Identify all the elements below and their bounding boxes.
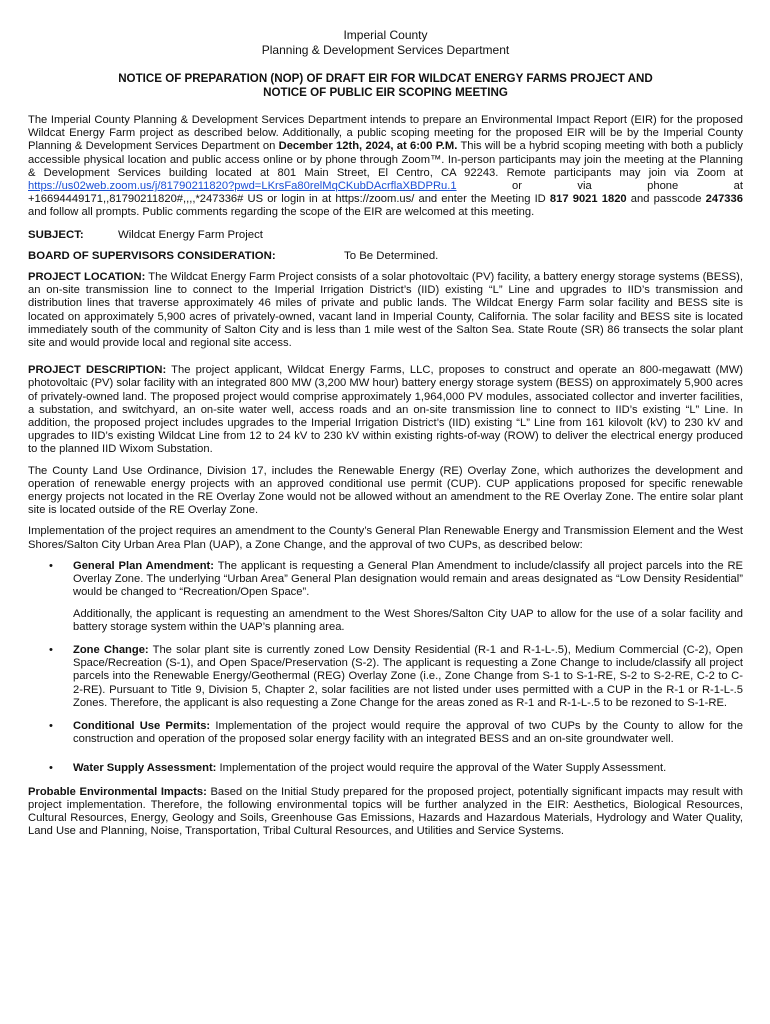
bullet-label: Conditional Use Permits:: [73, 719, 211, 732]
list-item: [28, 762, 743, 775]
bullet-icon: •: [49, 559, 53, 572]
bullet-text: Implementation of the project would require the approval of two CUPs by the County to allow for the construction and operation of the proposed solar energy facility with an integrated BESS and an on-site groundwater well.: [73, 719, 744, 746]
bullet-label: Water Supply Assessment:: [73, 762, 217, 775]
requirements-list: [28, 560, 743, 776]
list-item: [28, 644, 743, 710]
document-header: [28, 28, 743, 58]
meeting-date: December 12th, 2024, at 6:00 P.M.: [278, 140, 458, 153]
bullet-label: Zone Change:: [73, 643, 149, 656]
bullet-label: General Plan Amendment:: [73, 559, 215, 572]
subject-row: [28, 229, 743, 242]
impacts-paragraph: [28, 786, 743, 839]
intro-text-4: and passcode: [626, 193, 706, 206]
passcode: 247336: [705, 193, 743, 206]
intro-text-1: The Imperial County Planning & Development Services Department intends to prepare an Environmental Impact Report (EIR) for the proposed Wildcat Energy Farm project as described below. Additionally, a public scoping meeting for the proposed EIR will be by the Imperial County Planning & Development Services Department on: [28, 114, 743, 153]
subject-label: SUBJECT:: [28, 228, 84, 241]
intro-paragraph: [28, 114, 743, 220]
document-page: [28, 28, 743, 838]
notice-title-line-2: NOTICE OF PUBLIC EIR SCOPING MEETING: [263, 86, 508, 99]
intro-text-5: and follow all prompts. Public comments regarding the scope of the EIR are welcomed at this meeting.: [28, 206, 535, 219]
notice-title: [28, 72, 743, 100]
bullet-text: The applicant is requesting a General Plan Amendment to include/classify all project parcels into the RE Overlay Zone. The underlying “Urban Area” General Plan designation would remain and areas designated as “Low Density Residential” would be changed to “Recreation/Open Space”.: [73, 559, 743, 599]
project-description-text: The project applicant, Wildcat Energy Farms, LLC, proposes to construct and operate an 800-megawatt (MW) photovoltaic (PV) solar facility with an integrated 800 MW (3,200 MW hour) battery energy storage system (BESS) on approximately 5,900 acres of privately-owned land. The proposed project would comprise approximately 1,964,000 PV modules, associated collector and inverter facilities, a substation, and switchyard, an on-site water well, access roads and an on-site transmission line to connect to IID’s existing “L” Line. In addition, the proposed project includes upgrades to the Imperial Irrigation District’s (IID) existing “L” Line from 161 kilovolt (kV) to 230 kV and upgrades to IID’s existing Wildcat Line from 12 to 24 kV to 230 kV within existing rights-of-way (ROW) to deliver the electrical energy produced to the planned IID Wixom Substation.: [28, 364, 743, 456]
intro-text-3: or via phone at +16694449171,,81790211820#,,,,*247336# US or login in at https://zoom.us/ and enter the Meeting ID: [28, 180, 743, 206]
project-description-label: PROJECT DESCRIPTION:: [28, 364, 167, 377]
impacts-label: Probable Environmental Impacts:: [28, 785, 207, 798]
county-name: Imperial County: [343, 28, 428, 42]
ordinance-paragraph: The County Land Use Ordinance, Division 17, includes the Renewable Energy (RE) Overlay Zone, which authorizes the development and operation of renewable energy projects with an approved conditional use permit (CUP). CUP applications proposed for specific renewable energy projects not located in the RE Overlay Zone would not be allowed without an amendment to the RE Overlay Zone. The entire solar plant site is located outside of the RE Overlay Zone.: [28, 464, 743, 517]
bullet-icon: •: [49, 762, 53, 775]
bullet-icon: •: [49, 719, 53, 732]
zoom-link[interactable]: https://us02web.zoom.us/j/81790211820?pwd=LKrsFa80relMqCKubDAcrflaXBDPRu.1: [28, 180, 457, 193]
list-item: [28, 720, 743, 746]
bullet-text: The solar plant site is currently zoned Low Density Residential (R-1 and R-1-L-.5), Medium Commercial (C-2), Open Space/Recreation (S-1), and Open Space/Preservation (S-2). The applicant is requesting a Zone Change to include/classify all project parcels into the Renewable Energy/Geothermal (REG) Overlay Zone (i.e., Zone Change from S-1 to S-1-RE, S-2 to S-2-RE, C-2 to C-2-RE). Pursuant to Title 9, Division 5, Chapter 2, solar facilities are not listed under uses permitted with a CUP in the R-1 or R-1-L-.5 Zones. Therefore, the applicant is also requesting a Zone Change for the areas zoned as R-1 and R-1-L-.5 to be rezoned to S-1-RE.: [73, 643, 743, 709]
meeting-id: 817 9021 1820: [549, 193, 627, 206]
project-description-paragraph: [28, 364, 743, 456]
department-name: Planning & Development Services Department: [261, 43, 510, 57]
list-item: [28, 560, 743, 634]
implementation-paragraph: Implementation of the project requires an amendment to the County’s General Plan Renewable Energy and Transmission Element and the West Shores/Salton City Urban Area Plan (UAP), a Zone Change, and the approval of two CUPs, as described below:: [28, 525, 743, 551]
bullet-text: Implementation of the project would require the approval of the Water Supply Assessment.: [216, 762, 667, 775]
board-value: To Be Determined.: [344, 249, 439, 262]
intro-text-2: This will be a hybrid scoping meeting with both a publicly accessible physical location and public access online or by phone through Zoom™. In-person participants may join the meeting at the Planning & Development Services building located at 801 Main Street, El Centro, CA 92243. Remote participants may join via Zoom at: [28, 140, 743, 179]
board-row: [28, 250, 743, 263]
project-location-text: The Wildcat Energy Farm Project consists of a solar photovoltaic (PV) facility, a battery energy storage systems (BESS), an on-site transmission line to connect to the Imperial Irrigation District’s (IID) existing “L” Line and upgrades to IID’s transmission and distribution lines that traverse approximately 46 miles of private and public lands. The Wildcat Energy Farm solar facility and BESS site is located on approximately 5,900 acres of privately-owned, vacant land in Imperial County, California. The solar facility and BESS site is located immediately south of the community of Salton City and is less than 1 mile west of the Salton Sea. State Route (SR) 86 transects the solar plant site and would provide local and regional site access.: [28, 271, 743, 350]
board-label: BOARD OF SUPERVISORS CONSIDERATION:: [28, 249, 276, 262]
project-location-paragraph: [28, 271, 743, 350]
notice-title-line-1: NOTICE OF PREPARATION (NOP) OF DRAFT EIR FOR WILDCAT ENERGY FARMS PROJECT AND: [118, 72, 653, 85]
project-location-label: PROJECT LOCATION:: [28, 271, 146, 284]
bullet-icon: •: [49, 643, 53, 656]
subject-value: Wildcat Energy Farm Project: [118, 228, 263, 241]
impacts-text: Based on the Initial Study prepared for the proposed project, potentially significant impacts may result with project implementation. Therefore, the following environmental topics will be further analyzed in the EIR: Aesthetics, Biological Resources, Cultural Resources, Energy, Geology and Soils, Greenhouse Gas Emissions, Hazards and Hazardous Materials, Hydrology and Water Quality, Land Use and Planning, Noise, Transportation, Tribal Cultural Resources, and Utilities and Service Systems.: [28, 785, 743, 838]
bullet-extra-text: Additionally, the applicant is requesting an amendment to the West Shores/Salton City UAP to allow for the use of a solar facility and battery storage system within the UAP’s planning area.: [73, 607, 743, 633]
